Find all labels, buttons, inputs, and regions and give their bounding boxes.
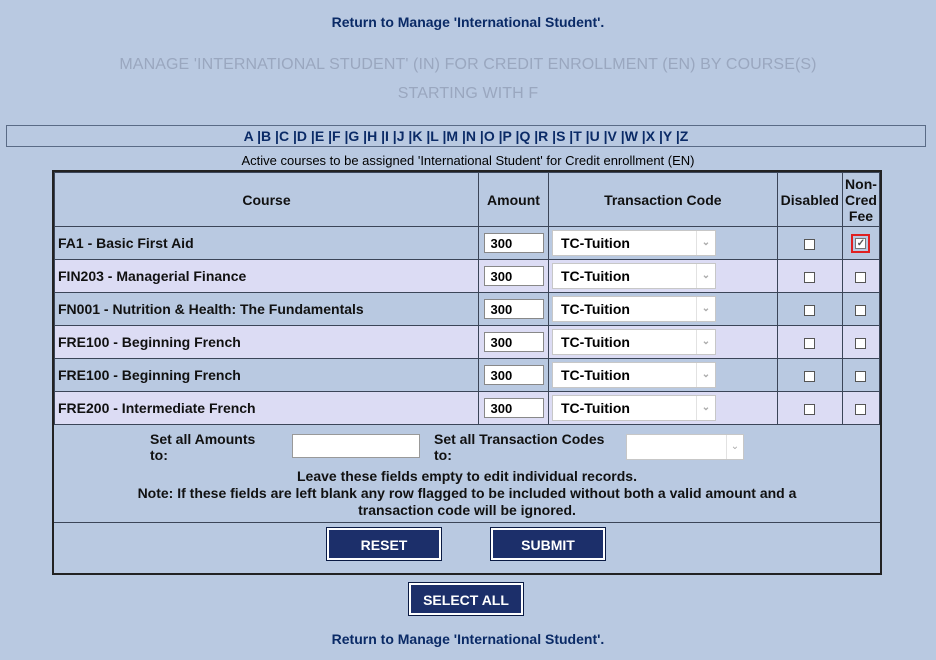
alpha-separator: | <box>530 128 539 144</box>
submit-button[interactable]: SUBMIT <box>491 528 605 560</box>
alpha-separator: | <box>655 128 663 144</box>
alpha-link-v[interactable]: V <box>607 128 617 144</box>
noncred-fee-checkbox[interactable] <box>855 371 866 382</box>
transaction-code-value: TC-Tuition <box>560 367 630 383</box>
alpha-separator: | <box>581 128 590 144</box>
alpha-separator: | <box>388 128 397 144</box>
set-all-section <box>54 426 880 522</box>
alpha-link-x[interactable]: X <box>645 128 656 144</box>
transaction-code-select[interactable] <box>552 395 716 421</box>
alpha-link-b[interactable]: B <box>261 128 272 144</box>
alpha-separator: | <box>476 128 484 144</box>
amount-cell <box>479 359 549 392</box>
amount-input[interactable] <box>484 332 544 352</box>
amount-cell <box>479 293 549 326</box>
noncred-fee-checkbox[interactable] <box>855 305 866 316</box>
disabled-cell <box>777 293 842 326</box>
chevron-down-icon: ⌄ <box>696 396 715 420</box>
page-title: MANAGE 'INTERNATIONAL STUDENT' (IN) FOR CREDIT ENROLLMENT (EN) BY COURSE(S) <box>119 56 817 73</box>
alpha-separator: | <box>340 128 349 144</box>
set-all-amounts-label-line1: Set all Amounts <box>150 431 256 447</box>
noncred-header-line2: Cred <box>845 191 877 208</box>
alpha-separator: | <box>438 128 447 144</box>
noncred-header-line1: Non- <box>845 175 877 192</box>
amount-input[interactable] <box>484 299 544 319</box>
alpha-link-p[interactable]: P <box>502 128 512 144</box>
course-name: FN001 - Nutrition & Health: The Fundamentals <box>55 293 479 326</box>
transaction-code-select[interactable] <box>552 230 716 256</box>
alpha-link-o[interactable]: O <box>483 128 495 144</box>
noncred-fee-cell <box>842 260 879 293</box>
alpha-separator: | <box>548 128 557 144</box>
select-all-button[interactable]: SELECT ALL <box>409 583 523 615</box>
alpha-link-d[interactable]: D <box>296 128 308 144</box>
alpha-link-t[interactable]: T <box>573 128 582 144</box>
alpha-separator: | <box>324 128 333 144</box>
transaction-code-value: TC-Tuition <box>560 235 630 251</box>
noncred-fee-checkbox[interactable] <box>855 338 866 349</box>
disabled-checkbox[interactable] <box>804 371 815 382</box>
alpha-link-e[interactable]: E <box>314 128 325 144</box>
disabled-cell <box>777 392 842 425</box>
page-subtitle: STARTING WITH F <box>397 85 539 102</box>
table-row <box>55 359 880 392</box>
amount-cell <box>479 260 549 293</box>
set-all-transaction-codes-label <box>434 431 604 463</box>
set-all-amounts-label-line2: to: <box>150 447 168 463</box>
transaction-code-column-header: Transaction Code <box>548 173 777 227</box>
course-name: FA1 - Basic First Aid <box>55 227 479 260</box>
set-all-transaction-codes-select[interactable] <box>626 434 744 460</box>
alpha-link-u[interactable]: U <box>589 128 600 144</box>
alpha-separator: | <box>359 128 368 144</box>
alpha-link-s[interactable]: S <box>556 128 566 144</box>
transaction-code-cell <box>548 260 777 293</box>
reset-button[interactable]: RESET <box>327 528 441 560</box>
course-assignment-panel <box>52 170 882 575</box>
set-all-tc-label-line1: Set all Transaction Codes <box>434 431 605 447</box>
disabled-cell <box>777 227 842 260</box>
alpha-link-l[interactable]: L <box>430 128 439 144</box>
chevron-down-icon: ⌄ <box>696 231 715 255</box>
alpha-separator: | <box>404 128 413 144</box>
transaction-code-select[interactable] <box>552 362 716 388</box>
disabled-cell <box>777 359 842 392</box>
alpha-link-g[interactable]: G <box>348 128 360 144</box>
transaction-code-cell <box>548 227 777 260</box>
alpha-link-a[interactable]: A <box>243 128 254 144</box>
alpha-link-w[interactable]: W <box>624 128 638 144</box>
transaction-code-value: TC-Tuition <box>560 400 630 416</box>
noncred-fee-cell <box>842 293 879 326</box>
course-table <box>54 172 880 425</box>
active-courses-caption: Active courses to be assigned 'International Student' for Credit enrollment (EN) <box>241 153 695 168</box>
alpha-link-j[interactable]: J <box>396 128 405 144</box>
table-row <box>55 260 880 293</box>
table-row <box>55 227 880 260</box>
alpha-separator: | <box>616 128 625 144</box>
table-row <box>55 293 880 326</box>
alphabet-filter-bar <box>6 125 926 147</box>
course-column-header: Course <box>55 173 479 227</box>
amount-cell <box>479 392 549 425</box>
transaction-code-cell <box>548 293 777 326</box>
alpha-separator: | <box>599 128 608 144</box>
disabled-cell <box>777 260 842 293</box>
alpha-separator: | <box>253 128 262 144</box>
section-divider <box>54 522 880 523</box>
disabled-cell <box>777 326 842 359</box>
noncred-fee-checkbox[interactable] <box>855 404 866 415</box>
alpha-separator: | <box>565 128 574 144</box>
chevron-down-icon: ⌄ <box>696 297 715 321</box>
transaction-code-select[interactable] <box>552 263 716 289</box>
alpha-link-i[interactable]: I <box>385 128 389 144</box>
set-all-tc-label-line2: to: <box>434 447 452 463</box>
alpha-link-r[interactable]: R <box>538 128 549 144</box>
return-link-bottom[interactable]: Return to Manage 'International Student'. <box>331 631 605 647</box>
alpha-separator: | <box>494 128 503 144</box>
course-name: FIN203 - Managerial Finance <box>55 260 479 293</box>
table-row <box>55 392 880 425</box>
alpha-link-m[interactable]: M <box>446 128 459 144</box>
set-all-amounts-input[interactable] <box>292 434 420 458</box>
alpha-separator: | <box>377 128 386 144</box>
transaction-code-cell <box>548 359 777 392</box>
transaction-code-value: TC-Tuition <box>560 334 630 350</box>
disabled-checkbox[interactable] <box>804 305 815 316</box>
alpha-separator: | <box>458 128 466 144</box>
course-name: FRE100 - Beginning French <box>55 359 479 392</box>
chevron-down-icon: ⌄ <box>696 330 715 354</box>
amount-input[interactable] <box>484 233 544 253</box>
alpha-link-n[interactable]: N <box>465 128 477 144</box>
noncred-fee-checkbox[interactable] <box>855 272 866 283</box>
transaction-code-cell <box>548 326 777 359</box>
noncred-header-line3: Fee <box>848 207 874 224</box>
alpha-separator: | <box>422 128 431 144</box>
alpha-separator: | <box>271 128 279 144</box>
alpha-link-q[interactable]: Q <box>519 128 531 144</box>
transaction-code-value: TC-Tuition <box>560 301 630 317</box>
note-blank-warning: Note: If these fields are left blank any row flagged to be included without both a valid amount and a <box>137 485 797 501</box>
amount-input[interactable] <box>484 398 544 418</box>
alpha-link-k[interactable]: K <box>412 128 423 144</box>
note-blank-warning-cont: transaction code will be ignored. <box>358 502 576 518</box>
noncred-fee-cell <box>842 326 879 359</box>
disabled-checkbox[interactable] <box>804 272 815 283</box>
amount-input[interactable] <box>484 365 544 385</box>
alpha-link-h[interactable]: H <box>367 128 378 144</box>
check-icon: ✓ <box>856 237 866 249</box>
course-name: FRE200 - Intermediate French <box>55 392 479 425</box>
return-link-top[interactable]: Return to Manage 'International Student'. <box>331 14 605 30</box>
disabled-checkbox[interactable] <box>804 338 815 349</box>
alpha-separator: | <box>289 128 297 144</box>
alpha-separator: | <box>307 128 315 144</box>
course-name: FRE100 - Beginning French <box>55 326 479 359</box>
noncred-fee-cell <box>842 359 879 392</box>
alpha-separator: | <box>671 128 680 144</box>
set-all-amounts-label <box>150 431 255 463</box>
alpha-link-y[interactable]: Y <box>662 128 672 144</box>
chevron-down-icon: ⌄ <box>726 435 743 459</box>
chevron-down-icon: ⌄ <box>696 363 715 387</box>
alpha-separator: | <box>637 128 646 144</box>
alpha-link-z[interactable]: Z <box>679 128 689 144</box>
transaction-code-select[interactable] <box>552 329 716 355</box>
transaction-code-value: TC-Tuition <box>560 268 630 284</box>
noncred-fee-column-header <box>842 173 879 227</box>
note-leave-empty: Leave these fields empty to edit individual records. <box>297 468 637 484</box>
table-row <box>55 326 880 359</box>
noncred-fee-checkbox[interactable] <box>851 234 870 253</box>
amount-cell <box>479 326 549 359</box>
noncred-fee-cell <box>842 227 879 260</box>
alpha-link-c[interactable]: C <box>278 128 290 144</box>
disabled-checkbox[interactable] <box>804 239 815 250</box>
noncred-fee-cell <box>842 392 879 425</box>
amount-input[interactable] <box>484 266 544 286</box>
chevron-down-icon: ⌄ <box>696 264 715 288</box>
amount-cell <box>479 227 549 260</box>
alpha-separator: | <box>511 128 520 144</box>
disabled-column-header: Disabled <box>777 173 842 227</box>
transaction-code-cell <box>548 392 777 425</box>
alpha-link-f[interactable]: F <box>332 128 341 144</box>
amount-column-header: Amount <box>479 173 549 227</box>
disabled-checkbox[interactable] <box>804 404 815 415</box>
transaction-code-select[interactable] <box>552 296 716 322</box>
